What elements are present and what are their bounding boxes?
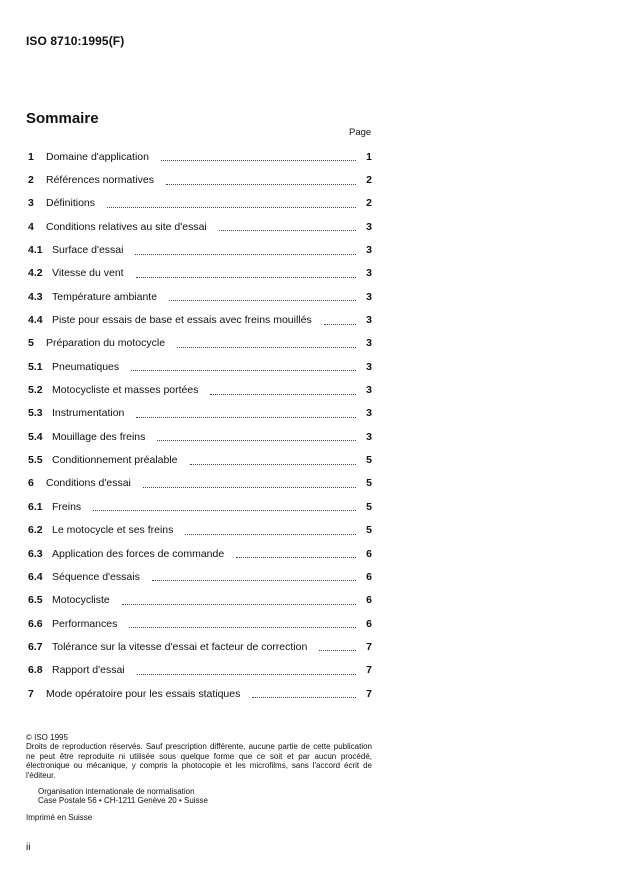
toc-entry-page: 3 — [366, 430, 372, 443]
copyright-line: © ISO 1995 — [26, 733, 68, 742]
toc-entry-page: 3 — [366, 407, 372, 420]
toc-entry-number: 6.8 — [28, 664, 43, 677]
toc-entry-page: 5 — [366, 454, 372, 467]
toc-entry[interactable] — [28, 145, 372, 168]
toc-entry-number: 6.1 — [28, 500, 43, 513]
toc-entry-number: 4.4 — [28, 314, 43, 327]
toc-entry-label: Le motocycle et ses freins — [52, 524, 174, 537]
toc-entry[interactable] — [28, 355, 372, 378]
toc-leader-dots — [143, 475, 356, 488]
toc-leader-dots — [136, 265, 356, 278]
toc-entry-page: 5 — [366, 477, 372, 490]
toc-entry-label: Application des forces de commande — [52, 547, 225, 560]
toc-entry-page: 3 — [366, 337, 372, 350]
copyright-rights: Droits de reproduction réservés. Sauf prescription différente, aucune partie de cette publication ne peut être reproduite ni utilisée sous quelque forme que ce soit et par aucun procédé, électronique ou mécanique, y compris la photocopie et les microfilms, sans l'accord écrit de l'éditeur. — [26, 742, 372, 780]
toc-entry-label: Pneumatiques — [52, 360, 120, 373]
toc-entry-page: 7 — [366, 640, 372, 653]
toc-leader-dots — [122, 592, 356, 605]
toc-entry-label: Mode opératoire pour les essais statiques — [46, 687, 241, 700]
toc-entry[interactable] — [28, 425, 372, 448]
toc-entry-number: 4.1 — [28, 244, 43, 257]
toc-leader-dots — [219, 218, 356, 231]
toc-leader-dots — [135, 242, 356, 255]
toc-entry-page: 6 — [366, 617, 372, 630]
copyright-printed: Imprimé en Suisse — [26, 812, 93, 822]
toc-entry-number: 2 — [28, 174, 34, 187]
toc-entry-label: Conditionnement préalable — [52, 454, 178, 467]
toc-entry[interactable] — [28, 589, 372, 612]
toc-entry-number: 7 — [28, 687, 34, 700]
toc-entry-number: 1 — [28, 150, 34, 163]
toc-leader-dots — [236, 545, 356, 558]
toc-leader-dots — [169, 288, 356, 301]
toc-entry-label: Tolérance sur la vitesse d'essai et facteur de correction — [52, 640, 308, 653]
toc-leader-dots — [93, 498, 356, 511]
page-number: ii — [26, 842, 31, 853]
toc-leader-dots — [129, 615, 356, 628]
toc-entry-page: 3 — [366, 360, 372, 373]
toc-entry-number: 5.4 — [28, 430, 43, 443]
toc-entry-label: Freins — [52, 500, 82, 513]
toc-entry-page: 3 — [366, 244, 372, 257]
toc-leader-dots — [324, 312, 356, 325]
toc-leader-dots — [190, 452, 356, 465]
toc-entry-page: 3 — [366, 267, 372, 280]
toc-leader-dots — [131, 358, 356, 371]
toc-entry[interactable] — [28, 612, 372, 635]
toc-entry[interactable] — [28, 542, 372, 565]
toc-entry-page: 5 — [366, 500, 372, 513]
toc-entry-number: 6.7 — [28, 640, 43, 653]
toc-entry[interactable] — [28, 238, 372, 261]
toc-entry-label: Instrumentation — [52, 407, 125, 420]
toc-entry-number: 3 — [28, 197, 34, 210]
toc-entry-label: Vitesse du vent — [52, 267, 124, 280]
toc-entry[interactable] — [28, 659, 372, 682]
toc-entry-number: 4.2 — [28, 267, 43, 280]
toc-entry-label: Performances — [52, 617, 118, 630]
toc-leader-dots — [161, 148, 356, 161]
toc-entry-page: 7 — [366, 664, 372, 677]
toc-entry-label: Domaine d'application — [46, 150, 149, 163]
toc-entry-page: 5 — [366, 524, 372, 537]
copyright-notice — [26, 733, 372, 822]
toc-entry-page: 3 — [366, 314, 372, 327]
toc-entry-page: 3 — [366, 384, 372, 397]
toc-leader-dots — [319, 638, 356, 651]
document-header: ISO 8710:1995(F) — [26, 34, 125, 48]
toc-entry-number: 6.4 — [28, 570, 43, 583]
toc-entry-label: Conditions d'essai — [46, 477, 131, 490]
toc-entry-label: Conditions relatives au site d'essai — [46, 220, 207, 233]
toc-entry-page: 7 — [366, 687, 372, 700]
toc-entry-label: Définitions — [46, 197, 96, 210]
toc-leader-dots — [137, 662, 356, 675]
toc-leader-dots — [210, 382, 356, 395]
toc-leader-dots — [177, 335, 356, 348]
toc-entry-page: 6 — [366, 594, 372, 607]
toc-entry[interactable] — [28, 682, 372, 705]
toc-leader-dots — [252, 685, 356, 698]
toc-entry[interactable] — [28, 519, 372, 542]
toc-entry-page: 3 — [366, 290, 372, 303]
table-of-contents — [28, 145, 372, 705]
toc-leader-dots — [185, 522, 356, 535]
toc-entry[interactable] — [28, 262, 372, 285]
toc-entry[interactable] — [28, 285, 372, 308]
toc-entry[interactable] — [28, 565, 372, 588]
toc-entry-number: 5.5 — [28, 454, 43, 467]
copyright-organization: Organisation internationale de normalisation — [38, 787, 195, 797]
toc-entry[interactable] — [28, 192, 372, 215]
toc-leader-dots — [107, 195, 356, 208]
toc-entry[interactable] — [28, 635, 372, 658]
toc-entry[interactable] — [28, 378, 372, 401]
page-title: Sommaire — [26, 110, 99, 127]
toc-entry[interactable] — [28, 308, 372, 331]
toc-entry-label: Séquence d'essais — [52, 570, 140, 583]
toc-leader-dots — [136, 405, 356, 418]
toc-entry[interactable] — [28, 332, 372, 355]
toc-entry-page: 2 — [366, 197, 372, 210]
toc-entry-label: Références normatives — [46, 174, 154, 187]
toc-entry-label: Motocycliste — [52, 594, 110, 607]
toc-entry-label: Surface d'essai — [52, 244, 124, 257]
page-column-label: Page — [349, 127, 372, 138]
toc-entry[interactable] — [28, 215, 372, 238]
toc-entry-number: 5.2 — [28, 384, 43, 397]
toc-entry[interactable] — [28, 472, 372, 495]
toc-entry-label: Motocycliste et masses portées — [52, 384, 199, 397]
toc-entry-number: 4.3 — [28, 290, 43, 303]
toc-entry[interactable] — [28, 495, 372, 518]
toc-entry[interactable] — [28, 402, 372, 425]
toc-entry-number: 5.1 — [28, 360, 43, 373]
toc-entry-label: Température ambiante — [52, 290, 158, 303]
toc-entry-label: Rapport d'essai — [52, 664, 125, 677]
toc-entry-number: 6 — [28, 477, 34, 490]
toc-entry-page: 6 — [366, 570, 372, 583]
toc-entry-number: 4 — [28, 220, 34, 233]
toc-entry-page: 2 — [366, 174, 372, 187]
toc-entry[interactable] — [28, 168, 372, 191]
copyright-address: Case Postale 56 • CH-1211 Genève 20 • Suisse — [38, 796, 208, 806]
toc-leader-dots — [152, 568, 356, 581]
toc-entry-label: Préparation du motocycle — [46, 337, 166, 350]
toc-leader-dots — [166, 172, 356, 185]
toc-entry-number: 5.3 — [28, 407, 43, 420]
toc-entry-number: 6.5 — [28, 594, 43, 607]
toc-entry-number: 6.3 — [28, 547, 43, 560]
toc-entry-page: 1 — [366, 150, 372, 163]
toc-entry-page: 6 — [366, 547, 372, 560]
toc-entry[interactable] — [28, 448, 372, 471]
toc-entry-number: 5 — [28, 337, 34, 350]
toc-entry-number: 6.2 — [28, 524, 43, 537]
toc-entry-label: Piste pour essais de base et essais avec freins mouillés — [52, 314, 312, 327]
toc-leader-dots — [157, 428, 356, 441]
toc-entry-label: Mouillage des freins — [52, 430, 146, 443]
toc-entry-number: 6.6 — [28, 617, 43, 630]
toc-entry-page: 3 — [366, 220, 372, 233]
